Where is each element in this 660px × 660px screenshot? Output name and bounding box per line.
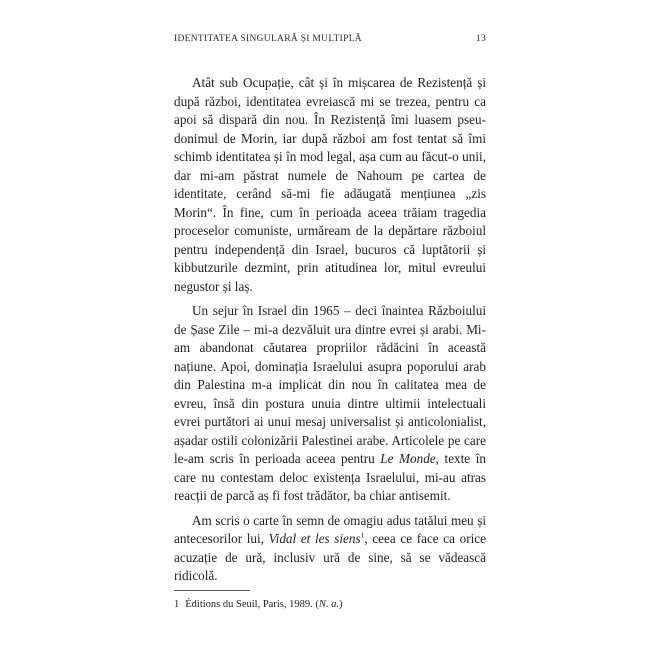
paragraph-1-text: Atât sub Ocupație, cât și în mișcarea de Rezistență și după război, identitatea evreiască mi se trezea, pentru ca apoi să dispară din nou. În Rezistență îmi luasem pseudonimul de Morin, iar după război am fost tentat să îmi schimb identitatea și în mod legal, așa cum au făcut-o unii, dar mi-am păstrat numele de Nahoum pe cartea de identitate, cerând să-mi fie adăugată mențiunea „zis Morin“. În fine, cum în perioada aceea trăiam tragedia proceselor comuniste, urmăream de la depărtare războiul pentru independență din Israel, bucuros că luptătorii și kibbutzurile dezmint, prin atitudinea lor, mitul evreului negustor și laș.	[174, 75, 486, 294]
footnote-reference[interactable]: 1	[360, 530, 365, 540]
paragraph-2-text: Un sejur în Israel din 1965 – deci înaintea Războiului de Șase Zile – mi-a dezvăluit ura dintre evrei și arabi. Mi-am abandonat căutarea propriilor rădăcini în această națiune. Apoi, dominația Israelului asupra poporului arab din Palestina m-a implicat din nou în calitatea mea de evreu, însă din postura unuia dintre ultimii intelectuali evrei purtători ai unui mesaj universalist și anticolonialist, așadar ostili colonizării Palestinei arabe. Articolele pe care le-am scris în perioada aceea pentru	[174, 303, 486, 466]
paragraph-3-text: Am scris o carte în semn de omagiu adus tatălui meu și antecesorilor lui,	[174, 512, 486, 546]
footnote-text: Éditions du Seuil, Paris, 1989. (	[185, 599, 319, 610]
footnote-divider	[174, 590, 250, 591]
running-header	[174, 34, 486, 44]
paragraph-3-end: , ceea ce face ca orice acuzație de ură, inclusiv ură de sine, să se vădească ridicolă.	[174, 531, 486, 583]
page-number: 13	[475, 34, 486, 44]
chapter-title: IDENTITATEA SINGULARĂ ȘI MULTIPLĂ	[174, 34, 362, 44]
body-text	[174, 74, 486, 592]
paragraph-2-end: , texte în care nu contestam deloc existența Israelului, mi-au atras reacții de parcă aș fi fost trădător, ba chiar antisemit.	[174, 451, 486, 503]
paragraph-2	[174, 302, 486, 506]
footnote	[174, 598, 486, 612]
footnote-italic: N. a.	[318, 599, 339, 610]
newspaper-title: Le Monde	[380, 451, 436, 466]
paragraph-1	[174, 74, 486, 296]
paragraph-3	[174, 512, 486, 586]
book-title: Vidal et les siens	[268, 531, 361, 546]
footnote-number: 1	[174, 599, 180, 610]
footnote-end: )	[338, 599, 343, 610]
